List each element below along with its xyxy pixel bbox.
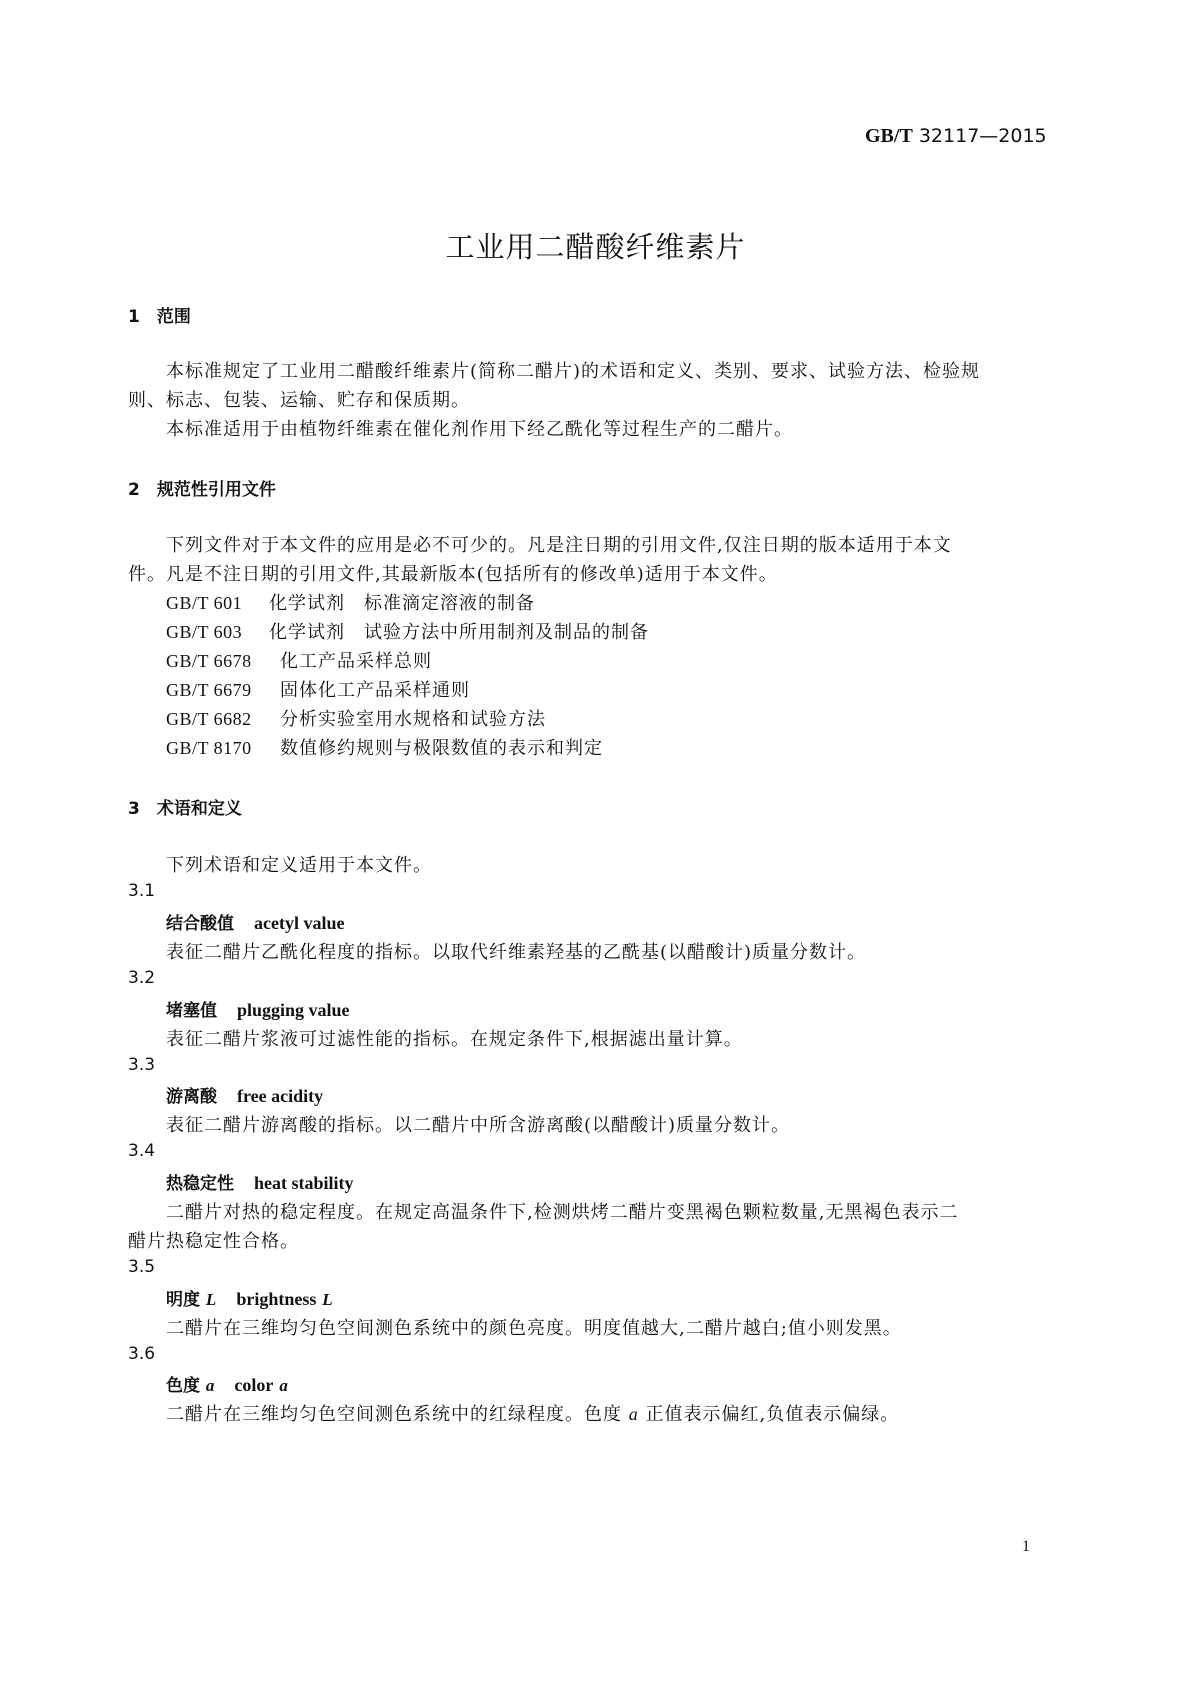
- term-definition: [166, 1400, 899, 1426]
- term-heading: [166, 996, 350, 1021]
- term-number: 3.5: [128, 1257, 156, 1277]
- section-2-heading: 2 规范性引用文件: [128, 480, 276, 500]
- term-en-symbol: L: [322, 1290, 333, 1309]
- page-number: 1: [1022, 1538, 1030, 1555]
- document-title: 工业用二醋酸纤维素片: [445, 230, 746, 264]
- reference-code: GB/T 6679: [166, 680, 252, 700]
- term-number: 3.4: [128, 1141, 156, 1161]
- term-definition: 表征二醋片乙酰化程度的指标。以取代纤维素羟基的乙酰基(以醋酸计)质量分数计。: [166, 942, 867, 963]
- reference-item: [166, 589, 535, 615]
- reference-title: 化学试剂 试验方法中所用制剂及制品的制备: [269, 622, 649, 643]
- term-zh-symbol: a: [205, 1376, 215, 1395]
- term-zh: 游离酸: [166, 1087, 217, 1107]
- term-definition-line1: 二醋片对热的稳定程度。在规定高温条件下,检测烘烤二醋片变黑褐色颗粒数量,无黑褐色表示二: [166, 1202, 959, 1223]
- document-prefix: GB/T: [865, 125, 913, 147]
- reference-title: 化学试剂 标准滴定溶液的制备: [269, 593, 535, 614]
- term-heading: [166, 1082, 323, 1107]
- section-1-para2: 本标准适用于由植物纤维素在催化剂作用下经乙酰化等过程生产的二醋片。: [166, 419, 793, 440]
- reference-code: GB/T 6678: [166, 651, 252, 671]
- term-zh: 明度: [166, 1290, 200, 1310]
- term-zh: 结合酸值: [166, 914, 234, 934]
- section-1-para1-line2: 则、标志、包装、运输、贮存和保质期。: [128, 390, 470, 411]
- term-en: heat stability: [254, 1173, 354, 1193]
- term-heading: [166, 909, 344, 934]
- reference-item: [166, 647, 432, 673]
- reference-title: 固体化工产品采样通则: [280, 680, 470, 701]
- section-1-heading: 1 范围: [128, 307, 191, 327]
- term-en: acetyl value: [254, 913, 345, 933]
- term-definition: 表征二醋片游离酸的指标。以二醋片中所含游离酸(以醋酸计)质量分数计。: [166, 1115, 791, 1136]
- section-3-intro: 下列术语和定义适用于本文件。: [166, 855, 432, 876]
- section-2-intro-line2: 件。凡是不注日期的引用文件,其最新版本(包括所有的修改单)适用于本文件。: [128, 564, 778, 585]
- term-definition: 表征二醋片浆液可过滤性能的指标。在规定条件下,根据滤出量计算。: [166, 1029, 743, 1050]
- term-zh: 色度: [166, 1376, 200, 1396]
- reference-code: GB/T 601: [166, 593, 243, 613]
- term-heading: [166, 1371, 288, 1396]
- term-definition-part2: 正值表示偏红,负值表示偏绿。: [645, 1404, 900, 1425]
- reference-title: 化工产品采样总则: [280, 651, 432, 672]
- section-1-para1-line1: 本标准规定了工业用二醋酸纤维素片(简称二醋片)的术语和定义、类别、要求、试验方法、检验规: [166, 361, 981, 382]
- reference-code: GB/T 8170: [166, 738, 252, 758]
- term-definition-symbol: a: [628, 1404, 639, 1424]
- term-zh: 热稳定性: [166, 1174, 234, 1194]
- term-zh: 堵塞值: [166, 1001, 217, 1021]
- term-en: free acidity: [237, 1086, 324, 1106]
- term-definition-line2: 醋片热稳定性合格。: [128, 1231, 299, 1252]
- term-number: 3.2: [128, 968, 156, 988]
- term-en: plugging value: [237, 1000, 350, 1020]
- section-2-intro-line1: 下列文件对于本文件的应用是必不可少的。凡是注日期的引用文件,仅注日期的版本适用于本文: [166, 535, 952, 556]
- reference-item: [166, 734, 603, 760]
- term-number: 3.6: [128, 1344, 156, 1364]
- document-code: 32117—2015: [918, 125, 1047, 147]
- reference-code: GB/T 6682: [166, 709, 252, 729]
- term-number: 3.1: [128, 881, 156, 901]
- section-3-heading: 3 术语和定义: [128, 799, 242, 819]
- document-number: [865, 125, 1047, 148]
- reference-item: [166, 705, 546, 731]
- reference-item: [166, 618, 649, 644]
- reference-title: 分析实验室用水规格和试验方法: [280, 709, 546, 730]
- reference-code: GB/T 603: [166, 622, 243, 642]
- term-en: color: [234, 1375, 274, 1395]
- reference-title: 数值修约规则与极限数值的表示和判定: [280, 738, 603, 759]
- term-definition-part1: 二醋片在三维均匀色空间测色系统中的红绿程度。色度: [166, 1404, 622, 1425]
- term-heading: [166, 1285, 333, 1310]
- term-en-symbol: a: [279, 1376, 288, 1395]
- term-en: brightness: [236, 1289, 317, 1309]
- term-heading: [166, 1169, 354, 1194]
- term-zh-symbol: L: [205, 1290, 217, 1309]
- term-number: 3.3: [128, 1055, 156, 1075]
- term-definition: 二醋片在三维均匀色空间测色系统中的颜色亮度。明度值越大,二醋片越白;值小则发黑。: [166, 1318, 902, 1339]
- reference-item: [166, 676, 470, 702]
